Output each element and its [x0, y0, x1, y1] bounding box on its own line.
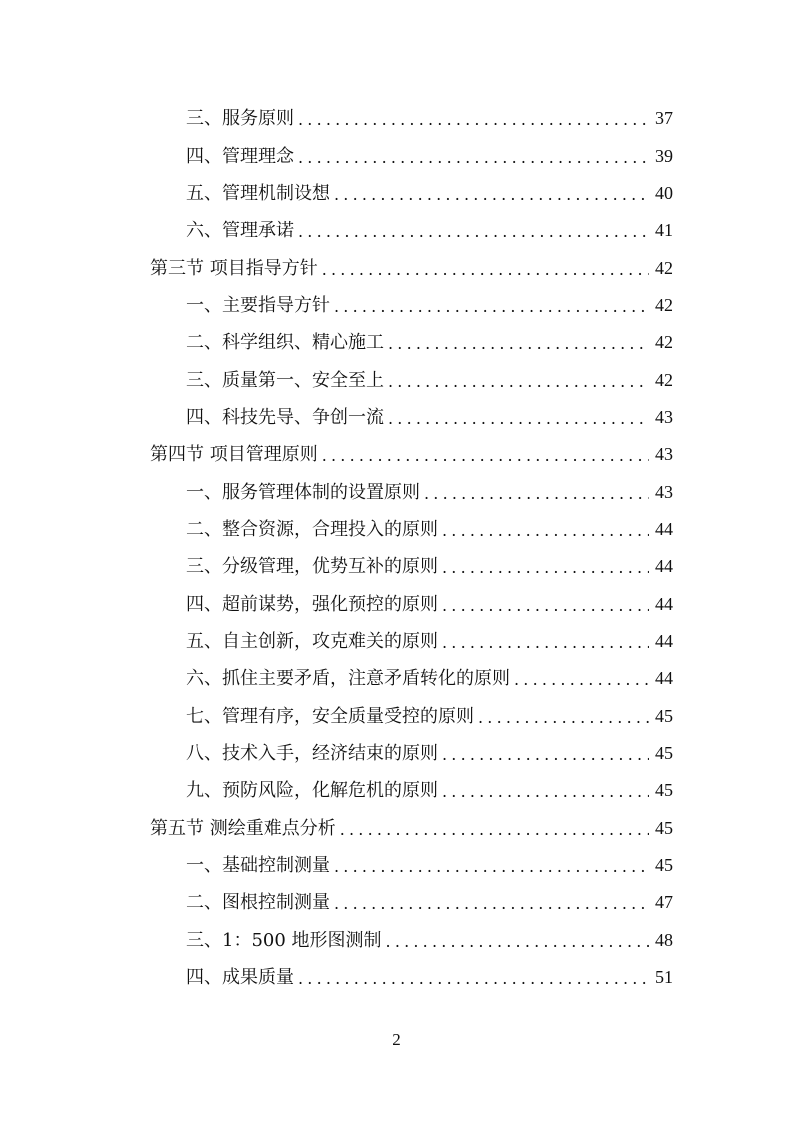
toc-dot-leader	[340, 811, 649, 848]
toc-subsection-entry[interactable]	[0, 884, 793, 921]
toc-entry-title: 八、技术入手，经济结束的原则	[186, 743, 438, 765]
toc-subsection-entry[interactable]	[0, 585, 793, 622]
toc-entry-title: 一、主要指导方针	[186, 294, 330, 316]
toc-subsection-entry[interactable]	[0, 473, 793, 510]
toc-dot-leader	[298, 101, 649, 138]
toc-entry-title: 二、图根控制测量	[186, 892, 330, 914]
toc-entry-page-number: 51	[655, 967, 673, 988]
toc-entry-title: 二、整合资源，合理投入的原则	[186, 518, 438, 540]
toc-dot-leader	[298, 960, 649, 997]
page-number: 2	[392, 1030, 401, 1049]
toc-subsection-entry[interactable]	[0, 137, 793, 174]
toc-entry-page-number: 43	[655, 481, 673, 502]
toc-entry-page-number: 45	[655, 705, 673, 726]
toc-entry-title: 三、分级管理，优势互补的原则	[186, 556, 438, 578]
toc-entry-page-number: 43	[655, 444, 673, 465]
toc-subsection-entry[interactable]	[0, 922, 793, 959]
toc-dot-leader	[442, 549, 649, 586]
toc-entry-title: 第四节 项目管理原则	[150, 444, 318, 466]
toc-dot-leader	[298, 213, 649, 250]
toc-subsection-entry[interactable]	[0, 623, 793, 660]
toc-entry-page-number: 45	[655, 743, 673, 764]
toc-dot-leader	[388, 325, 649, 362]
toc-subsection-entry[interactable]	[0, 548, 793, 585]
toc-entry-title: 第五节 测绘重难点分析	[150, 817, 336, 839]
toc-subsection-entry[interactable]	[0, 175, 793, 212]
toc-subsection-entry[interactable]	[0, 287, 793, 324]
toc-dot-leader	[334, 288, 649, 325]
toc-dot-leader	[514, 661, 649, 698]
toc-dot-leader	[442, 512, 649, 549]
toc-entry-title: 五、管理机制设想	[186, 182, 330, 204]
toc-entry-title: 一、服务管理体制的设置原则	[186, 481, 420, 503]
toc-section-entry[interactable]	[0, 436, 793, 473]
toc-subsection-entry[interactable]	[0, 100, 793, 137]
toc-dot-leader	[334, 885, 649, 922]
toc-entry-page-number: 44	[655, 668, 673, 689]
toc-entry-title: 六、管理承诺	[186, 220, 294, 242]
toc-entry-title: 五、自主创新，攻克难关的原则	[186, 630, 438, 652]
toc-subsection-entry[interactable]	[0, 212, 793, 249]
toc-subsection-entry[interactable]	[0, 959, 793, 996]
toc-entry-page-number: 43	[655, 406, 673, 427]
toc-entry-title: 四、超前谋势，强化预控的原则	[186, 593, 438, 615]
toc-entry-page-number: 41	[655, 220, 673, 241]
toc-subsection-entry[interactable]	[0, 660, 793, 697]
toc-subsection-entry[interactable]	[0, 361, 793, 398]
toc-dot-leader	[424, 475, 649, 512]
toc-dot-leader	[334, 176, 649, 213]
toc-dot-leader	[478, 699, 649, 736]
toc-entry-title: 九、预防风险，化解危机的原则	[186, 780, 438, 802]
toc-subsection-entry[interactable]	[0, 698, 793, 735]
toc-entry-title: 四、管理理念	[186, 145, 294, 167]
toc-entry-title: 一、基础控制测量	[186, 855, 330, 877]
toc-entry-title: 三、服务原则	[186, 108, 294, 130]
toc-entry-page-number: 42	[655, 332, 673, 353]
toc-entry-page-number: 45	[655, 780, 673, 801]
toc-entry-page-number: 42	[655, 294, 673, 315]
toc-entry-title: 四、成果质量	[186, 967, 294, 989]
toc-entry-page-number: 45	[655, 855, 673, 876]
toc-entry-page-number: 45	[655, 817, 673, 838]
toc-entry-title: 第三节 项目指导方针	[150, 257, 318, 279]
toc-subsection-entry[interactable]	[0, 324, 793, 361]
toc-entry-title: 六、抓住主要矛盾，注意矛盾转化的原则	[186, 668, 510, 690]
toc-dot-leader	[442, 587, 649, 624]
toc-section-entry[interactable]	[0, 249, 793, 286]
toc-dot-leader	[322, 251, 649, 288]
toc-entry-page-number: 48	[655, 929, 673, 950]
toc-entry-title: 二、科学组织、精心施工	[186, 332, 384, 354]
toc-entry-page-number: 47	[655, 892, 673, 913]
toc-entry-title: 四、科技先导、争创一流	[186, 406, 384, 428]
toc-entry-title: 七、管理有序，安全质量受控的原则	[186, 705, 474, 727]
toc-entry-title: 三、1：500 地形图测制	[186, 929, 382, 951]
toc-entry-page-number: 44	[655, 556, 673, 577]
toc-section-entry[interactable]	[0, 810, 793, 847]
toc-dot-leader	[388, 400, 649, 437]
toc-entry-page-number: 40	[655, 182, 673, 203]
toc-dot-leader	[322, 437, 649, 474]
toc-dot-leader	[442, 773, 649, 810]
table-of-contents	[0, 100, 793, 996]
toc-entry-page-number: 37	[655, 108, 673, 129]
toc-dot-leader	[334, 848, 649, 885]
toc-entry-page-number: 44	[655, 593, 673, 614]
toc-entry-page-number: 39	[655, 145, 673, 166]
toc-subsection-entry[interactable]	[0, 772, 793, 809]
toc-entry-title: 三、质量第一、安全至上	[186, 369, 384, 391]
toc-subsection-entry[interactable]	[0, 399, 793, 436]
toc-dot-leader	[298, 139, 649, 176]
toc-subsection-entry[interactable]	[0, 735, 793, 772]
toc-dot-leader	[386, 923, 649, 960]
toc-entry-page-number: 44	[655, 630, 673, 651]
toc-entry-page-number: 42	[655, 369, 673, 390]
toc-subsection-entry[interactable]	[0, 511, 793, 548]
toc-dot-leader	[442, 736, 649, 773]
toc-subsection-entry[interactable]	[0, 847, 793, 884]
toc-entry-page-number: 42	[655, 257, 673, 278]
toc-dot-leader	[388, 363, 649, 400]
toc-dot-leader	[442, 624, 649, 661]
toc-entry-page-number: 44	[655, 518, 673, 539]
